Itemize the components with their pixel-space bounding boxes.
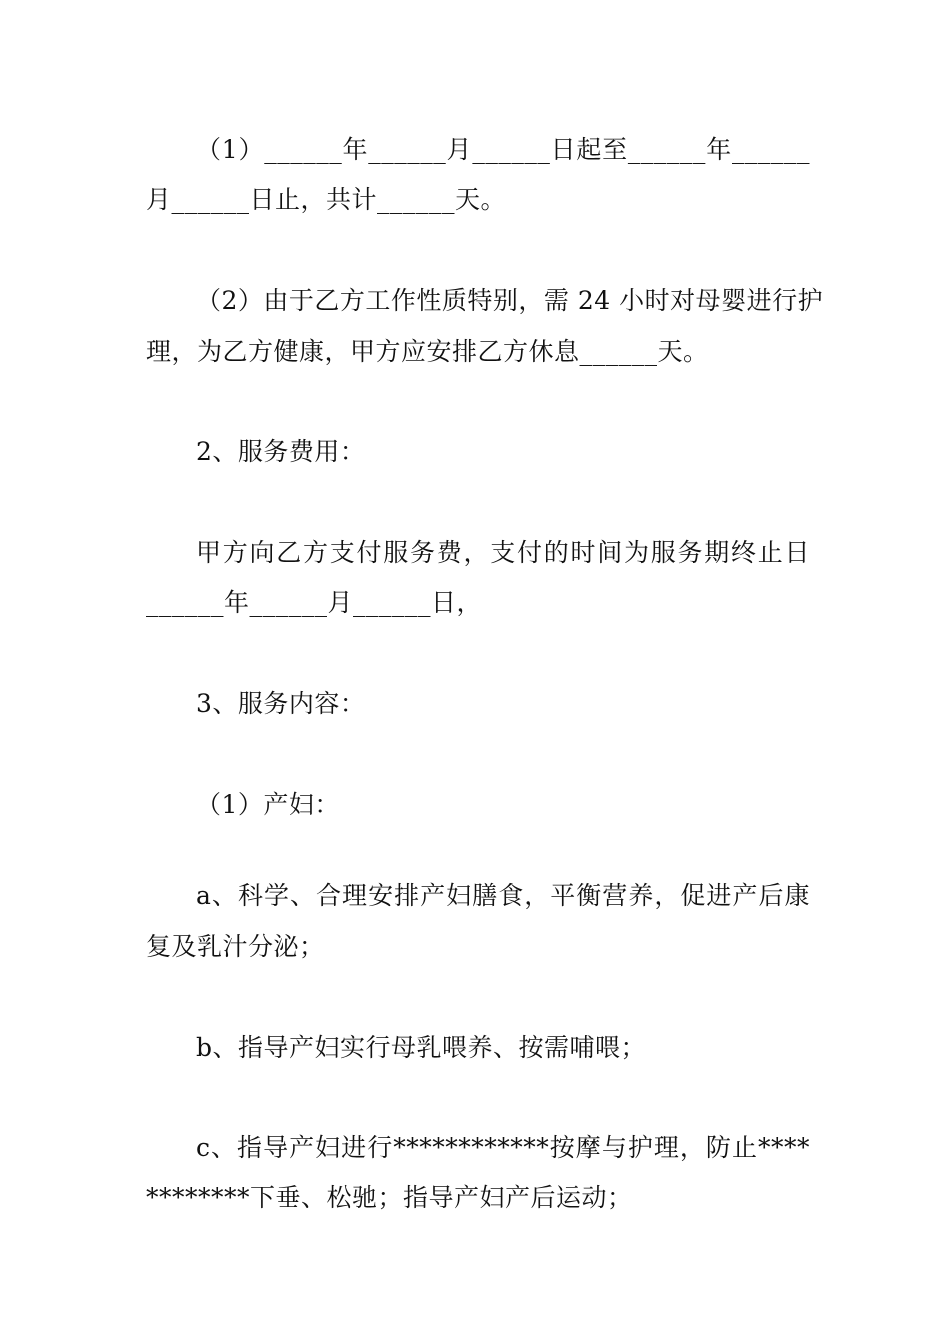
section-heading-service-fee: 2、服务费用：: [196, 437, 366, 466]
item-b: b、指导产妇实行母乳喂养、按需哺喂；: [196, 1033, 647, 1062]
section-heading-service-content: 3、服务内容：: [196, 689, 366, 718]
paragraph-service-period-line-2: 月______日止，共计______天。: [146, 185, 507, 214]
item-a-line-1: a、科学、合理安排产妇膳食，平衡营养，促进产后康: [196, 881, 810, 910]
paragraph-payment-line-1: 甲方向乙方支付服务费，支付的时间为服务期终止日: [196, 538, 810, 567]
item-c-line-2: ********下垂、松驰；指导产妇产后运动；: [146, 1183, 633, 1212]
paragraph-payment-line-2: ______年______月______日，: [146, 588, 483, 617]
subheading-maternal: （1）产妇：: [196, 790, 340, 819]
item-c-line-1: c、指导产妇进行************按摩与护理，防止****: [196, 1133, 810, 1162]
paragraph-rest-days-line-1: （2）由于乙方工作性质特别，需 24 小时对母婴进行护: [196, 286, 824, 315]
item-a-line-2: 复及乳汁分泌；: [146, 932, 325, 961]
paragraph-service-period-line-1: （1）______年______月______日起至______年______: [196, 135, 810, 164]
paragraph-rest-days-line-2: 理，为乙方健康，甲方应安排乙方休息______天。: [146, 337, 709, 366]
